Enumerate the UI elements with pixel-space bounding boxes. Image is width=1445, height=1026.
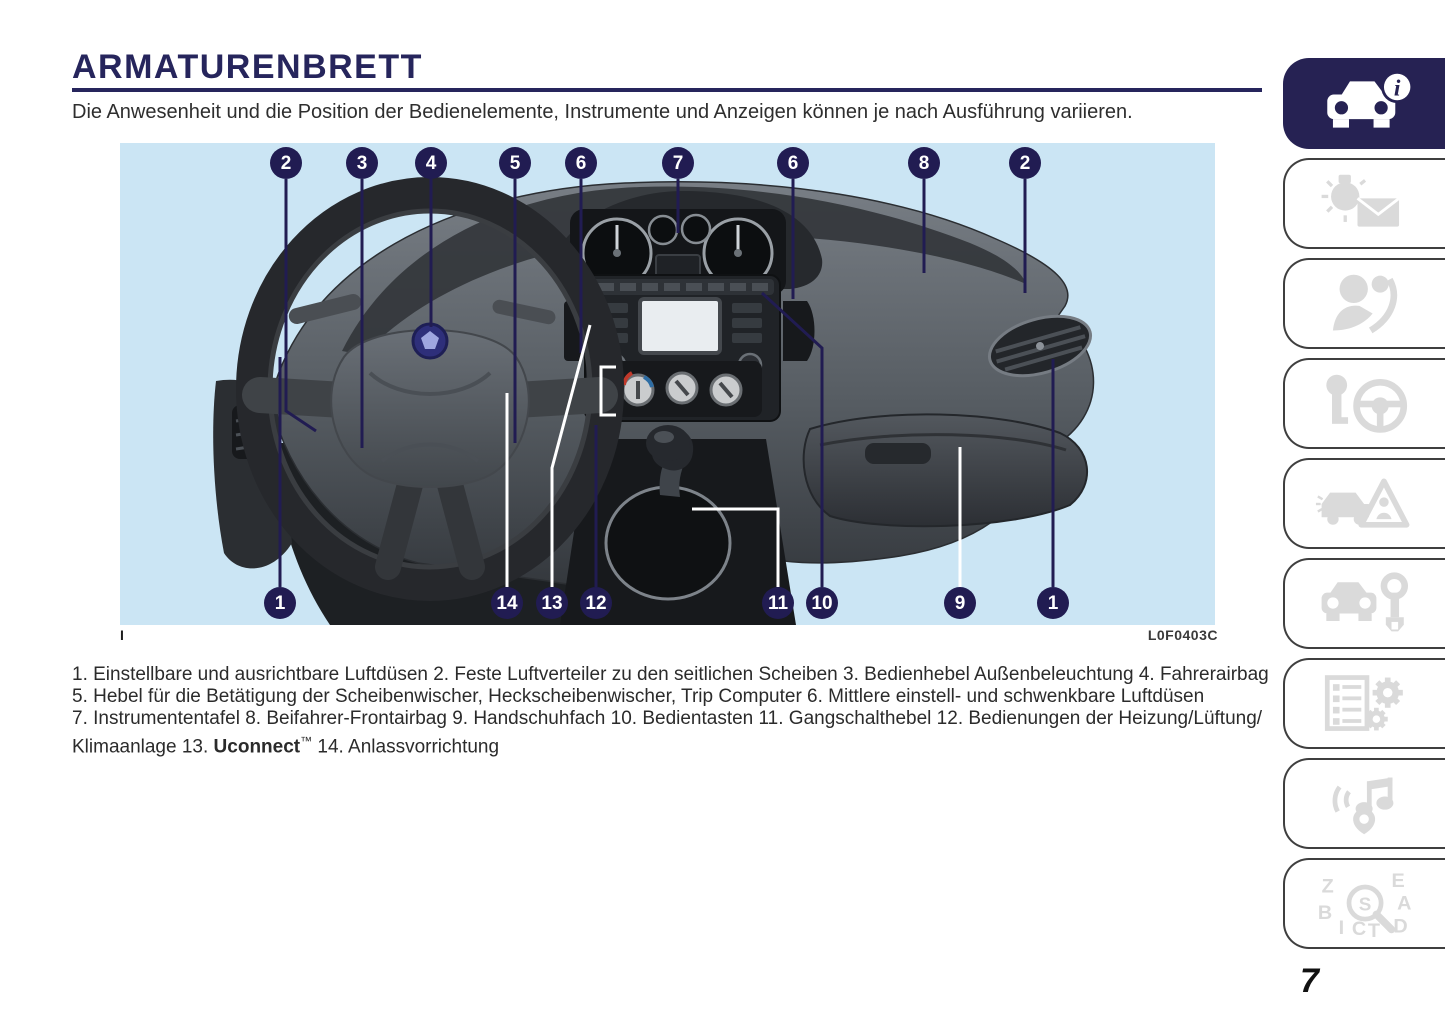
uconnect-display xyxy=(640,299,720,353)
glovebox xyxy=(804,414,1087,526)
sidebar-tab-emergency[interactable] xyxy=(1283,458,1445,549)
callout-5: 5 xyxy=(499,147,531,179)
dashboard-illustration xyxy=(120,143,1215,625)
title-underline xyxy=(72,88,1262,92)
climate-controls xyxy=(604,361,762,417)
callout-2-right: 2 xyxy=(1009,147,1041,179)
svg-text:T: T xyxy=(1367,919,1381,938)
sidebar-tab-warning-lights[interactable] xyxy=(1283,158,1445,249)
callout-3: 3 xyxy=(346,147,378,179)
chapter-tab-rail xyxy=(1283,58,1445,958)
callout-14: 14 xyxy=(491,587,523,619)
figure-caption-row xyxy=(120,627,1218,643)
callout-6-right: 6 xyxy=(777,147,809,179)
callout-8: 8 xyxy=(908,147,940,179)
sidebar-tab-index[interactable] xyxy=(1283,858,1445,949)
legend-line-1: 1. Einstellbare und ausrichtbare Luftdüsen 2. Feste Luftverteiler zu den seitlichen Scheiben 3. Bedienhebel Außenbeleuchtung 4. Fahrerairbag xyxy=(72,664,1269,685)
callout-6-left: 6 xyxy=(565,147,597,179)
alphabetical-index-icon xyxy=(1314,870,1418,938)
figure-left-mark: I xyxy=(120,627,124,643)
sidebar-tab-safety[interactable] xyxy=(1283,258,1445,349)
callout-2-left: 2 xyxy=(270,147,302,179)
svg-text:I: I xyxy=(1338,916,1345,938)
key-steering-icon xyxy=(1314,370,1418,438)
legend-trademark: ™ xyxy=(300,734,313,748)
svg-text:C: C xyxy=(1351,917,1367,938)
light-message-icon xyxy=(1314,170,1418,238)
legend-line-4-prefix: Klimaanlage 13. xyxy=(72,736,214,758)
callout-13: 13 xyxy=(536,587,568,619)
intro-text: Die Anwesenheit und die Position der Bedienelemente, Instrumente und Anzeigen können je nach Ausführung variieren. xyxy=(72,101,1133,123)
center-vent-right xyxy=(783,301,815,361)
svg-text:B: B xyxy=(1317,901,1333,924)
callout-9: 9 xyxy=(944,587,976,619)
sidebar-tab-vehicle-info[interactable] xyxy=(1283,58,1445,149)
legend-uconnect: Uconnect xyxy=(213,736,301,758)
callout-10: 10 xyxy=(806,587,838,619)
svg-text:D: D xyxy=(1393,914,1408,937)
callout-7: 7 xyxy=(662,147,694,179)
spec-sheet-gears-icon xyxy=(1314,670,1418,738)
callout-1-left: 1 xyxy=(264,587,296,619)
svg-text:E: E xyxy=(1391,869,1405,892)
sidebar-tab-multimedia[interactable] xyxy=(1283,758,1445,849)
car-info-icon xyxy=(1314,70,1418,138)
page-title: ARMATURENBRETT xyxy=(72,48,423,86)
sidebar-tab-maintenance[interactable] xyxy=(1283,558,1445,649)
figure-legend xyxy=(72,664,1269,758)
glovebox-handle xyxy=(865,443,931,464)
car-wrench-icon xyxy=(1314,570,1418,638)
callout-11: 11 xyxy=(762,587,794,619)
callout-12: 12 xyxy=(580,587,612,619)
legend-line-2: 5. Hebel für die Betätigung der Scheibenwischer, Heckscheibenwischer, Trip Computer 6. Mittlere einstell- und schwenkbare Luftdüsen xyxy=(72,686,1205,707)
sidebar-tab-technical-data[interactable] xyxy=(1283,658,1445,749)
svg-text:A: A xyxy=(1397,892,1412,915)
sidebar-tab-starting-driving[interactable] xyxy=(1283,358,1445,449)
svg-text:Z: Z xyxy=(1321,875,1334,898)
dashboard-figure xyxy=(120,143,1215,625)
airbag-safety-icon xyxy=(1314,270,1418,338)
figure-code: L0F0403C xyxy=(1147,627,1218,643)
legend-line-3: 7. Instrumententafel 8. Beifahrer-Frontairbag 9. Handschuhfach 10. Bedientasten 11. Gangschalthebel 12. Bedienungen der Heizung/Lüftung/ xyxy=(72,708,1263,729)
svg-text:S: S xyxy=(1358,894,1372,916)
multimedia-icon xyxy=(1314,770,1418,838)
page-number: 7 xyxy=(1300,962,1319,1000)
callout-4: 4 xyxy=(415,147,447,179)
svg-text:i: i xyxy=(1393,75,1401,101)
legend-line-4 xyxy=(72,730,1269,758)
emergency-triangle-icon xyxy=(1314,470,1418,538)
legend-line-4-suffix: 14. Anlassvorrichtung xyxy=(312,736,500,758)
callout-1-right: 1 xyxy=(1037,587,1069,619)
